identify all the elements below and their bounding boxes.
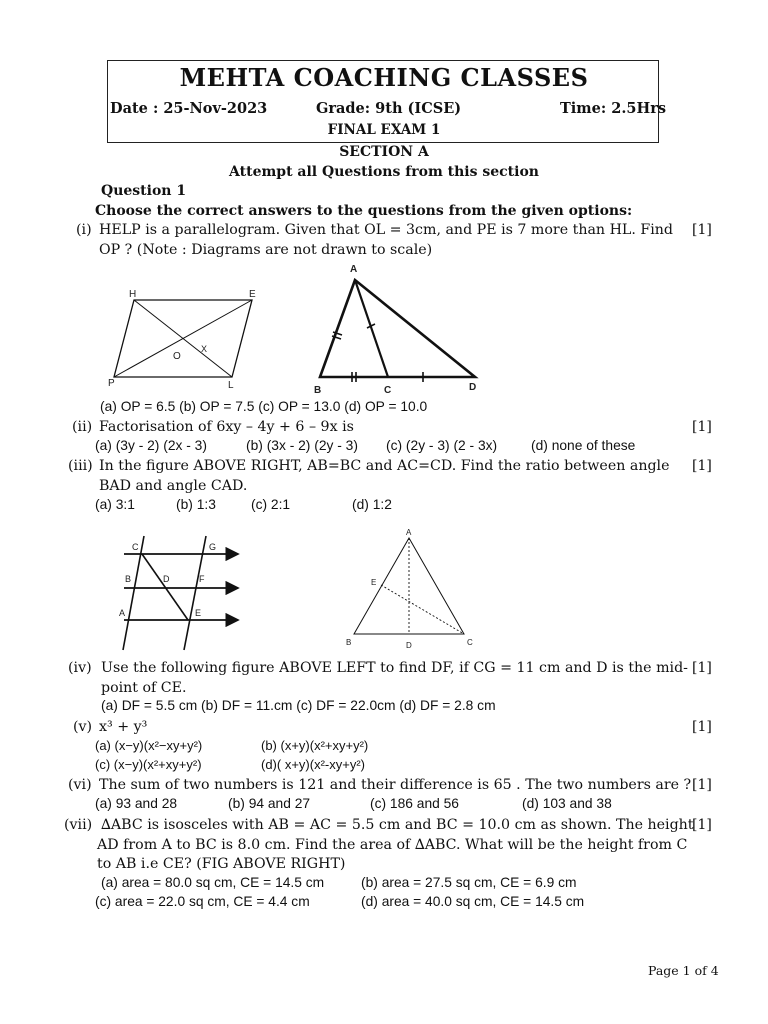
question-text: OP ? (Note : Diagrams are not drawn to scale) — [99, 242, 433, 258]
label-h: H — [129, 289, 137, 300]
question-text: AD from A to BC is 8.0 cm. Find the area of ∆ABC. What will be the height from C — [97, 837, 688, 853]
option-d: (d) 103 and 38 — [522, 796, 612, 811]
exam-date: Date : 25-Nov-2023 — [110, 100, 268, 117]
question-text: Use the following figure ABOVE LEFT to find DF, if CG = 11 cm and D is the mid- — [101, 660, 688, 676]
label-b: B — [346, 638, 352, 647]
option-c: (c) (2y - 3) (2 - 3x) — [386, 438, 498, 453]
question-text: x³ + y³ — [99, 719, 148, 735]
exam-name: FINAL EXAM 1 — [327, 122, 441, 138]
question-number: (iii) — [68, 458, 93, 474]
question-instruction: Choose the correct answers to the questions from the given options: — [95, 203, 633, 219]
label-c: C — [467, 638, 473, 647]
option-b: (b) (x+y)(x²+xy+y²) — [261, 738, 369, 753]
label-d: D — [163, 574, 170, 584]
label-a: A — [406, 528, 412, 537]
page-title: MEHTA COACHING CLASSES — [179, 63, 589, 92]
option-a: (a) 3:1 — [95, 497, 135, 512]
transversal-left — [123, 536, 144, 650]
question-marks: [1] — [692, 777, 712, 793]
option-d: (d)( x+y)(x²-xy+y²) — [261, 757, 365, 772]
option-line: (a) DF = 5.5 cm (b) DF = 11.cm (c) DF = 22.0cm (d) DF = 2.8 cm — [101, 698, 496, 713]
option-b: (b) 94 and 27 — [228, 796, 311, 811]
question-text: BAD and angle CAD. — [99, 478, 248, 494]
question-marks: [1] — [692, 419, 712, 435]
question-text: ∆ABC is isosceles with AB = AC = 5.5 cm and BC = 10.0 cm as shown. The height — [101, 817, 694, 833]
question-text: In the figure ABOVE RIGHT, AB=BC and AC=CD. Find the ratio between angle — [99, 458, 670, 474]
option-c: (c) (x−y)(x²+xy+y²) — [95, 757, 202, 772]
question-number: (i) — [76, 222, 92, 238]
isosceles-triangle-figure — [340, 524, 480, 654]
question-number: (ii) — [72, 419, 93, 435]
label-o: O — [173, 351, 181, 362]
question-number: (v) — [73, 719, 93, 735]
question-text: The sum of two numbers is 121 and their difference is 65 . The two numbers are ? — [99, 777, 692, 793]
option-a: (a) 93 and 28 — [95, 796, 178, 811]
option-d: (d) 1:2 — [352, 497, 392, 512]
option-d: (d) area = 40.0 sq cm, CE = 14.5 cm — [361, 894, 585, 909]
question-marks: [1] — [692, 719, 712, 735]
label-p: P — [108, 378, 115, 389]
label-e: E — [195, 608, 202, 618]
option-a: (a) area = 80.0 sq cm, CE = 14.5 cm — [101, 875, 325, 890]
question-marks: [1] — [692, 222, 712, 238]
question-number: (vi) — [68, 777, 92, 793]
label-a: A — [350, 264, 358, 275]
label-x: X — [201, 344, 208, 354]
triangle-abd — [320, 280, 475, 377]
triangle-abd-figure — [305, 260, 485, 398]
option-c: (c) 186 and 56 — [370, 796, 459, 811]
label-c: C — [132, 542, 139, 552]
question-text: HELP is a parallelogram. Given that OL = 3cm, and PE is 7 more than HL. Find — [99, 222, 673, 238]
question-number: (vii) — [64, 817, 93, 833]
option-c: (c) 2:1 — [251, 497, 291, 512]
height-ce — [381, 585, 464, 634]
label-l: L — [228, 380, 234, 391]
option-b: (b) (3x - 2) (2y - 3) — [246, 438, 358, 453]
label-e: E — [371, 578, 377, 587]
label-a: A — [119, 608, 126, 618]
option-a: (a) (3y - 2) (2x - 3) — [95, 438, 207, 453]
parallelogram-figure — [100, 282, 270, 394]
option-a: (a) (x−y)(x²−xy+y²) — [95, 738, 203, 753]
question-marks: [1] — [692, 660, 712, 676]
question-label: Question 1 — [101, 183, 187, 199]
label-b: B — [314, 385, 322, 396]
question-marks: [1] — [692, 817, 712, 833]
question-text: point of CE. — [101, 680, 187, 696]
question-number: (iv) — [68, 660, 92, 676]
question-text: to AB i.e CE? (FIG ABOVE RIGHT) — [97, 856, 346, 872]
transversal-right — [184, 536, 206, 650]
label-g: G — [209, 542, 217, 552]
option-b: (b) area = 27.5 sq cm, CE = 6.9 cm — [361, 875, 577, 890]
exam-grade: Grade: 9th (ICSE) — [316, 100, 462, 117]
section-name: SECTION A — [339, 144, 429, 160]
diagonal-pe — [114, 300, 252, 377]
label-d: D — [469, 382, 477, 393]
section-instruction: Attempt all Questions from this section — [229, 164, 539, 180]
question-text: Factorisation of 6xy – 4y + 6 – 9x is — [99, 419, 354, 435]
parallel-lines-figure — [110, 528, 250, 656]
segment-ce — [142, 554, 188, 620]
option-line: (a) OP = 6.5 (b) OP = 7.5 (c) OP = 13.0 (d) OP = 10.0 — [100, 399, 428, 414]
exam-time: Time: 2.5Hrs — [560, 100, 666, 117]
option-b: (b) 1:3 — [176, 497, 216, 512]
label-f: F — [199, 574, 205, 584]
label-d: D — [406, 641, 412, 650]
label-b: B — [125, 574, 132, 584]
question-marks: [1] — [692, 458, 712, 474]
label-e: E — [249, 289, 256, 300]
option-d: (d) none of these — [531, 438, 636, 453]
option-c: (c) area = 22.0 sq cm, CE = 4.4 cm — [95, 894, 310, 909]
page-number: Page 1 of 4 — [648, 963, 719, 978]
label-c: C — [384, 385, 392, 396]
